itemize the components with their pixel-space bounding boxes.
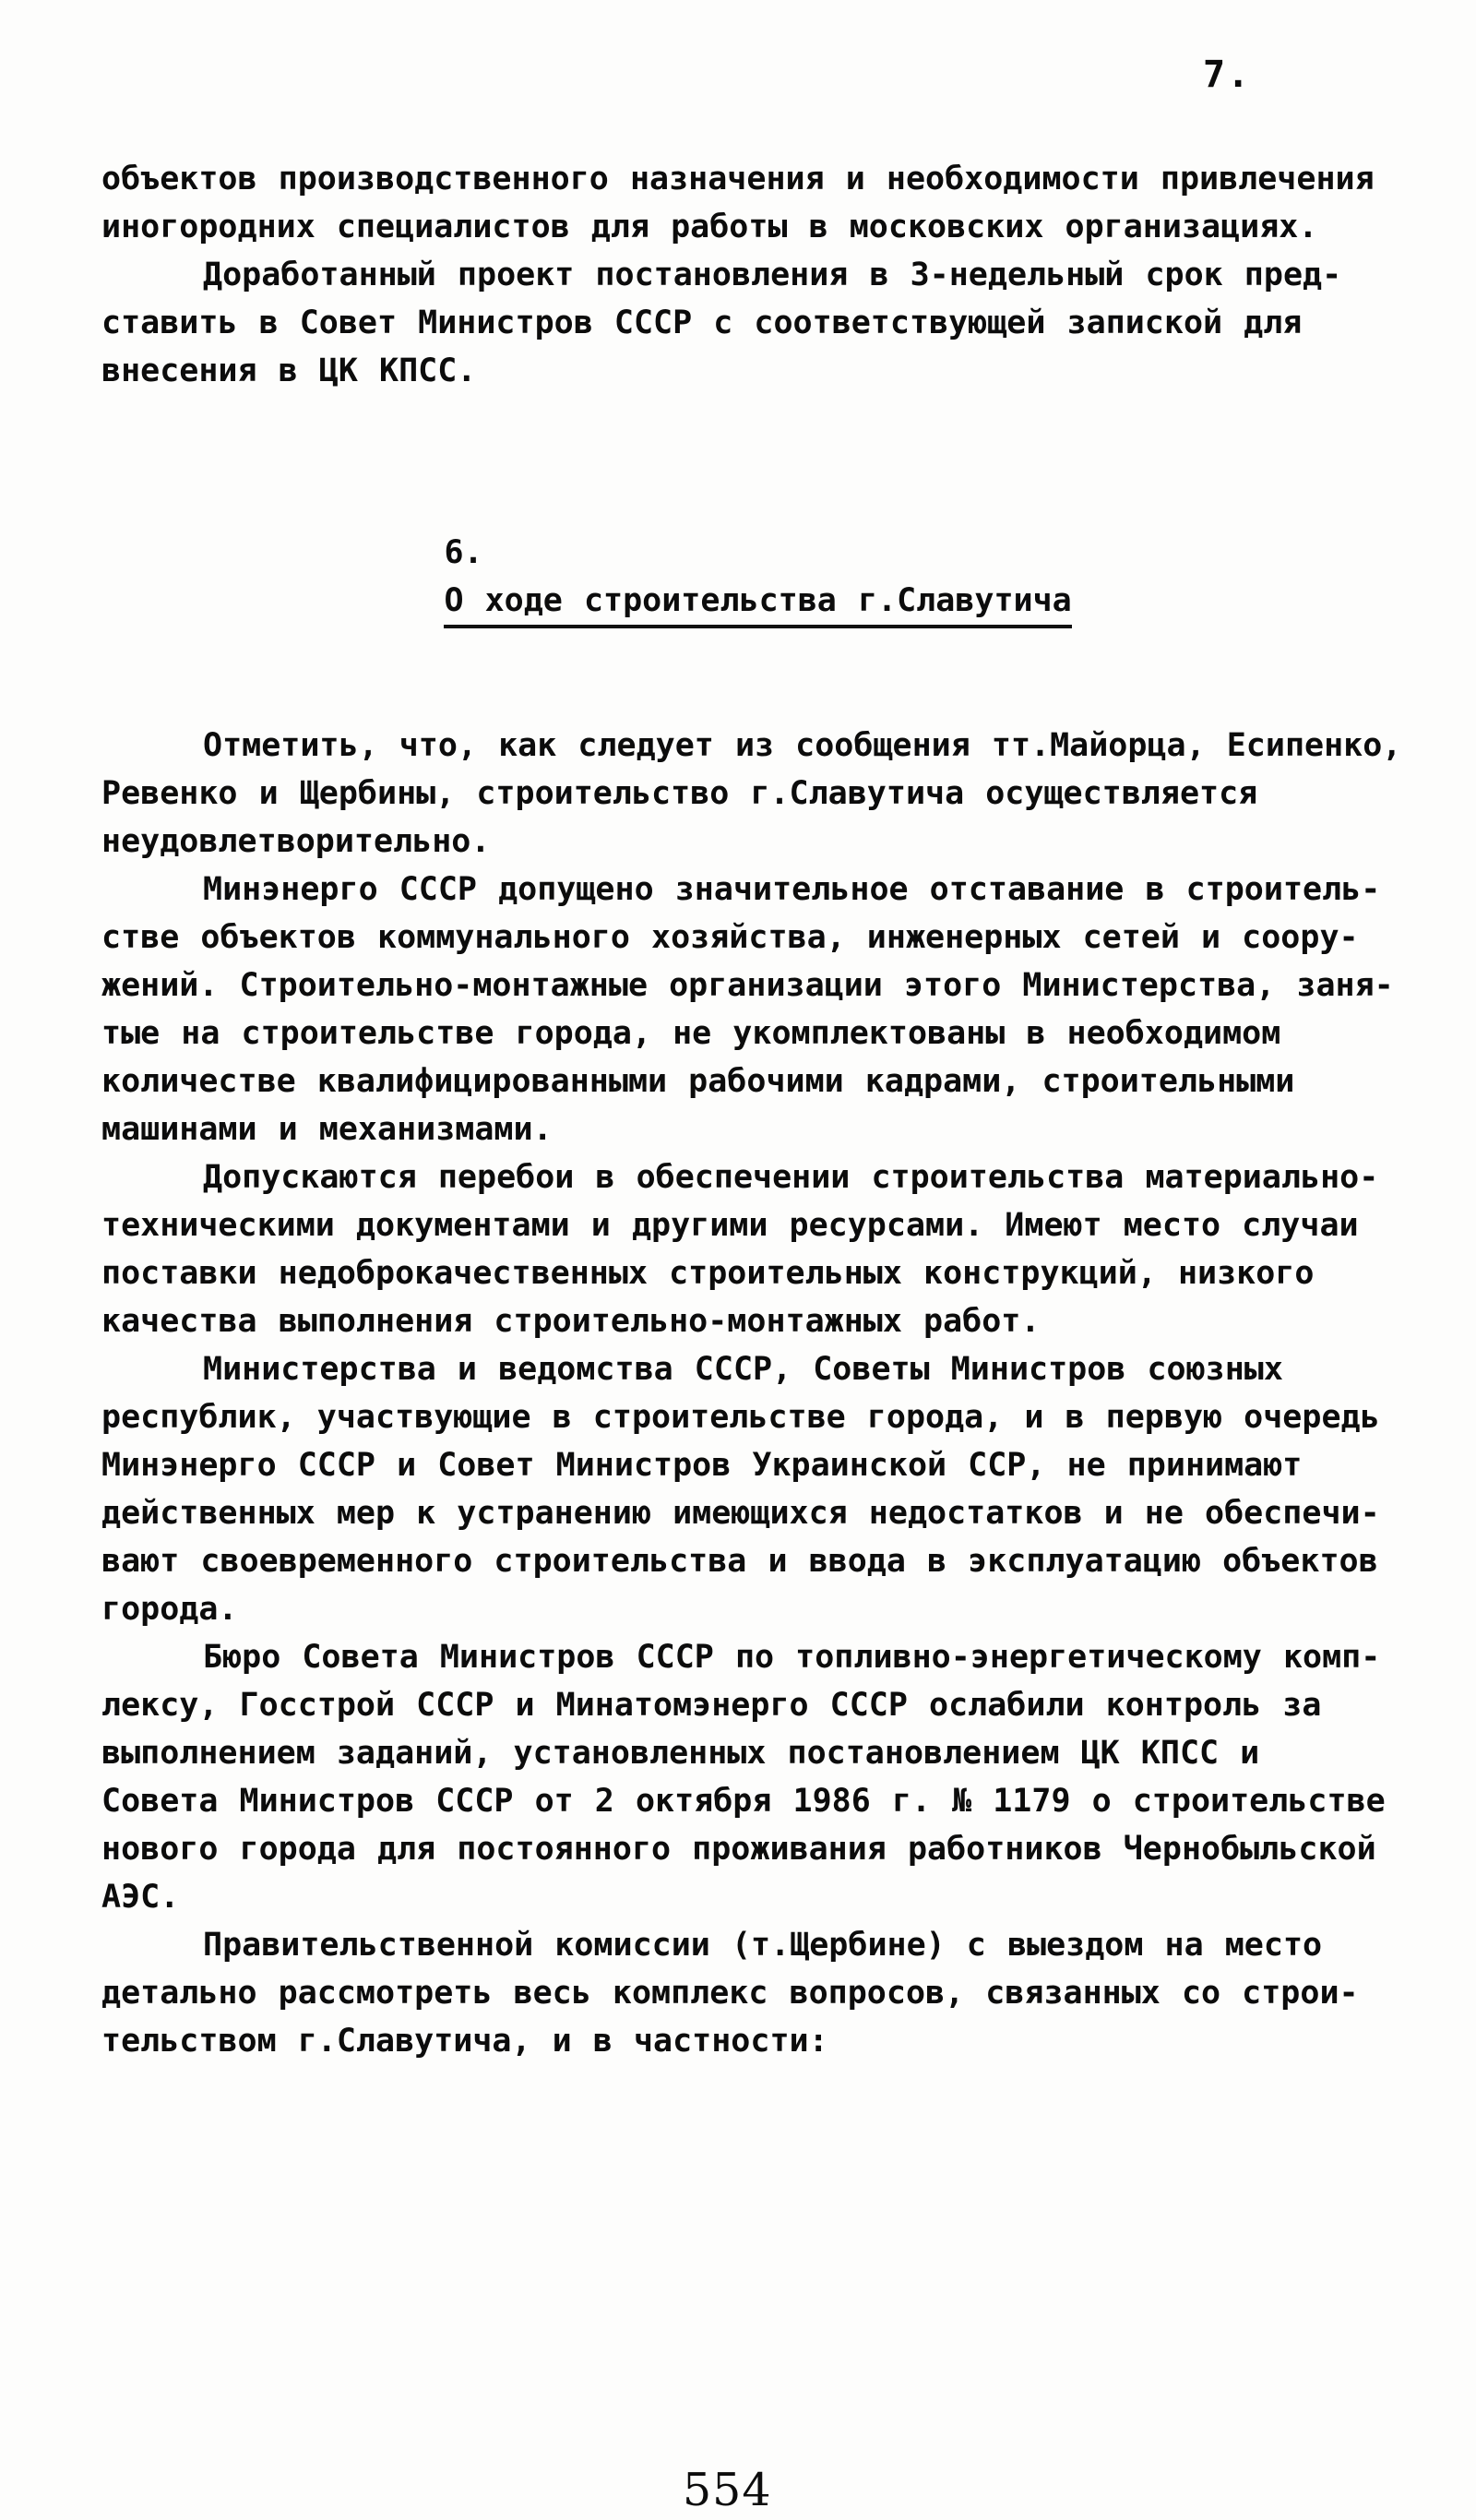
text-line: Совета Министров СССР от 2 октября 1986 г. № 1179 о строительстве [101,1783,1386,1820]
paragraph [101,866,1393,1153]
page-number-bottom: 554 [683,2464,772,2516]
section-heading [316,481,1393,673]
paragraph [101,1633,1393,1921]
text-line: внесения в ЦК КПСС. [101,352,477,389]
text-line: качества выполнения строительно-монтажных работ. [101,1303,1041,1340]
text-line: детально рассмотреть весь комплекс вопросов, связанных со строи- [101,1975,1359,2012]
text-line: стве объектов коммунального хозяйства, инженерных сетей и соору- [101,919,1359,956]
text-line: тельством г.Славутича, и в частности: [101,2023,828,2060]
text-line: Министерства и ведомства СССР, Советы Министров союзных [203,1351,1283,1388]
text-line: Минэнерго СССР и Совет Министров Украинской ССР, не принимают [101,1447,1303,1484]
text-line: города. [101,1591,238,1628]
section-number: 6. [444,534,483,571]
text-line: лексу, Госстрой СССР и Минатомэнерго СССР ослабили контроль за [101,1687,1322,1724]
section-title: О ходе строительства г.Славутича [444,582,1071,628]
text-line: ставить в Совет Министров СССР с соответствующей запиской для [101,305,1303,341]
text-line: Доработанный проект постановления в 3-недельный срок пред- [203,257,1342,293]
text-line: Правительственной комиссии (т.Щербине) с выездом на место [203,1927,1323,1964]
paragraph [101,722,1402,866]
text-line: неудовлетворительно. [101,823,491,860]
text-line: жений. Строительно-монтажные организации этого Министерства, заня- [101,967,1394,1004]
text-line: количестве квалифицированными рабочими кадрами, строительными [101,1063,1295,1100]
text-line: машинами и механизмами. [101,1111,553,1148]
text-line: Ревенко и Щербины, строительство г.Славутича осуществляется [101,775,1258,812]
paragraph [101,1345,1393,1633]
document-body [101,155,1402,2065]
text-line: действенных мер к устранению имеющихся недостатков и не обеспечи- [101,1495,1380,1532]
paragraph [101,155,1393,251]
text-line: объектов производственного назначения и необходимости привлечения [101,161,1375,197]
text-line: вают своевременного строительства и ввода в эксплуатацию объектов [101,1543,1378,1580]
paragraph [101,1921,1393,2065]
text-line: Бюро Совета Министров СССР по топливно-энергетическому комп- [203,1639,1381,1676]
text-line: техническими документами и другими ресурсами. Имеют место случаи [101,1207,1359,1244]
paragraph [101,1153,1393,1345]
paragraph [101,251,1393,395]
text-line: республик, участвующие в строительстве города, и в первую очередь [101,1399,1380,1436]
text-line: Отметить, что, как следует из сообщения тт.Майорца, Есипенко, [203,727,1402,764]
text-line: Минэнерго СССР допущено значительное отставание в строитель- [203,871,1381,908]
text-line: АЭС. [101,1879,180,1916]
page-number-top: 7. [1203,54,1252,96]
text-line: выполнением заданий, установленных постановлением ЦК КПСС и [101,1735,1260,1772]
text-line: поставки недоброкачественных строительных конструкций, низкого [101,1255,1315,1292]
text-line: нового города для постоянного проживания работников Чернобыльской [101,1831,1376,1868]
text-line: Допускаются перебои в обеспечении строительства материально- [203,1159,1379,1196]
text-line: тые на строительстве города, не укомплектованы в необходимом [101,1015,1281,1052]
text-line: иногородних специалистов для работы в московских организациях. [101,209,1318,245]
